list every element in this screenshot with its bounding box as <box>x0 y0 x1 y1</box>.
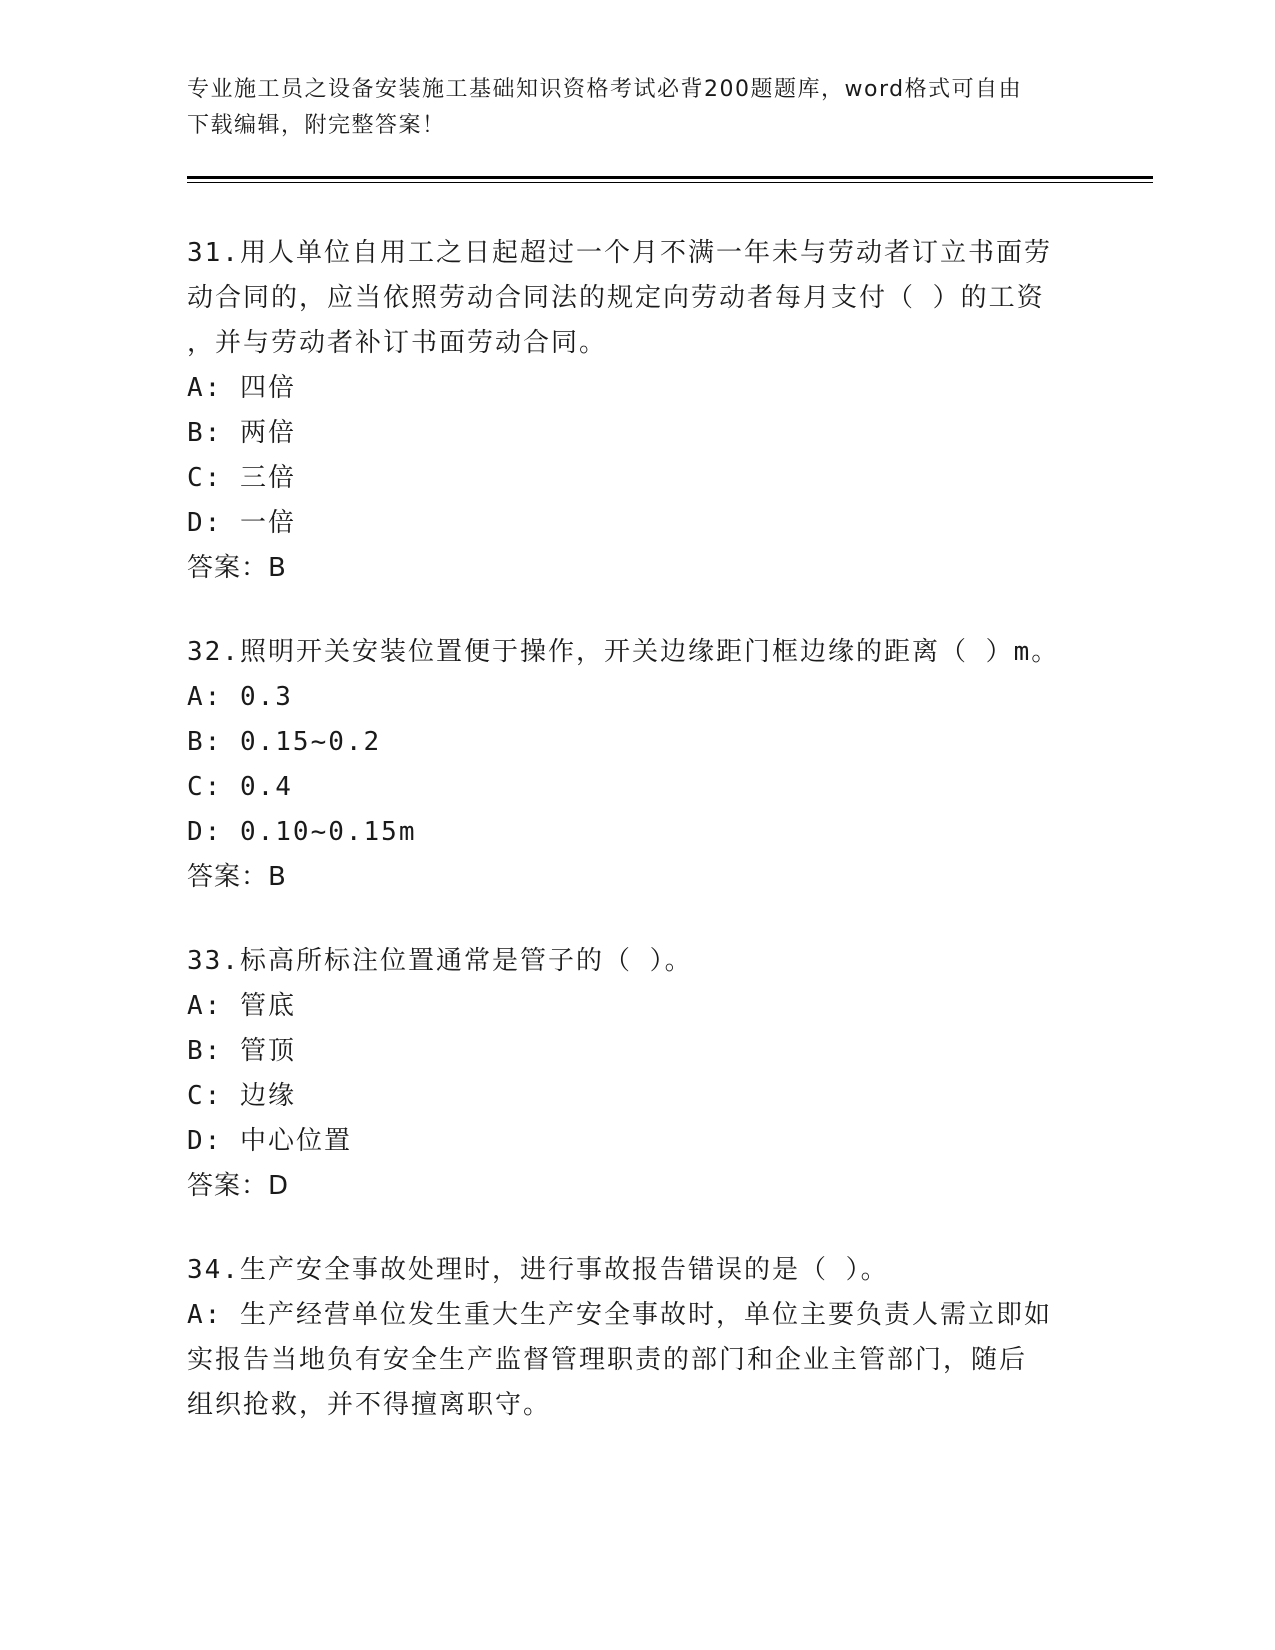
answer-label: 答案：B <box>187 553 287 583</box>
document-header <box>187 72 1067 144</box>
option-c: C: 三倍 <box>187 463 296 493</box>
question-31 <box>187 231 1087 591</box>
option-d: D: 中心位置 <box>187 1126 352 1156</box>
option-d: D: 0.10~0.15m <box>187 817 417 847</box>
question-stem-line: 31.用人单位自用工之日起超过一个月不满一年未与劳动者订立书面劳 <box>187 238 1052 268</box>
header-divider-thick <box>187 176 1153 179</box>
option-a-line: 组织抢救，并不得擅离职守。 <box>187 1390 552 1420</box>
option-b: B: 管顶 <box>187 1036 296 1066</box>
option-b: B: 两倍 <box>187 418 296 448</box>
header-line-2: 下载编辑，附完整答案！ <box>187 113 446 138</box>
question-list <box>187 231 1087 1467</box>
question-stem-line: 32.照明开关安装位置便于操作，开关边缘距门框边缘的距离（ ）m。 <box>187 637 1060 667</box>
question-32 <box>187 630 1087 900</box>
option-a-line: 实报告当地负有安全生产监督管理职责的部门和企业主管部门，随后 <box>187 1345 1028 1375</box>
option-c: C: 0.4 <box>187 772 293 802</box>
option-d: D: 一倍 <box>187 508 296 538</box>
option-a-line: A: 生产经营单位发生重大生产安全事故时，单位主要负责人需立即如 <box>187 1300 1052 1330</box>
header-line-1: 专业施工员之设备安装施工基础知识资格考试必背200题题库，word格式可自由 <box>187 77 1023 102</box>
answer-label: 答案：B <box>187 862 287 892</box>
question-stem-line: 动合同的，应当依照劳动合同法的规定向劳动者每月支付（ ）的工资 <box>187 283 1045 313</box>
option-a: A: 0.3 <box>187 682 293 712</box>
question-stem-line: ，并与劳动者补订书面劳动合同。 <box>187 328 608 358</box>
question-33 <box>187 939 1087 1209</box>
question-stem-line: 34.生产安全事故处理时，进行事故报告错误的是（ ）。 <box>187 1255 889 1285</box>
option-b: B: 0.15~0.2 <box>187 727 382 757</box>
answer-label: 答案：D <box>187 1171 290 1201</box>
option-a: A: 管底 <box>187 991 296 1021</box>
question-stem-line: 33.标高所标注位置通常是管子的（ ）。 <box>187 946 693 976</box>
header-divider-thin <box>187 182 1153 183</box>
option-a: A: 四倍 <box>187 373 296 403</box>
question-34 <box>187 1248 1087 1428</box>
option-c: C: 边缘 <box>187 1081 296 1111</box>
